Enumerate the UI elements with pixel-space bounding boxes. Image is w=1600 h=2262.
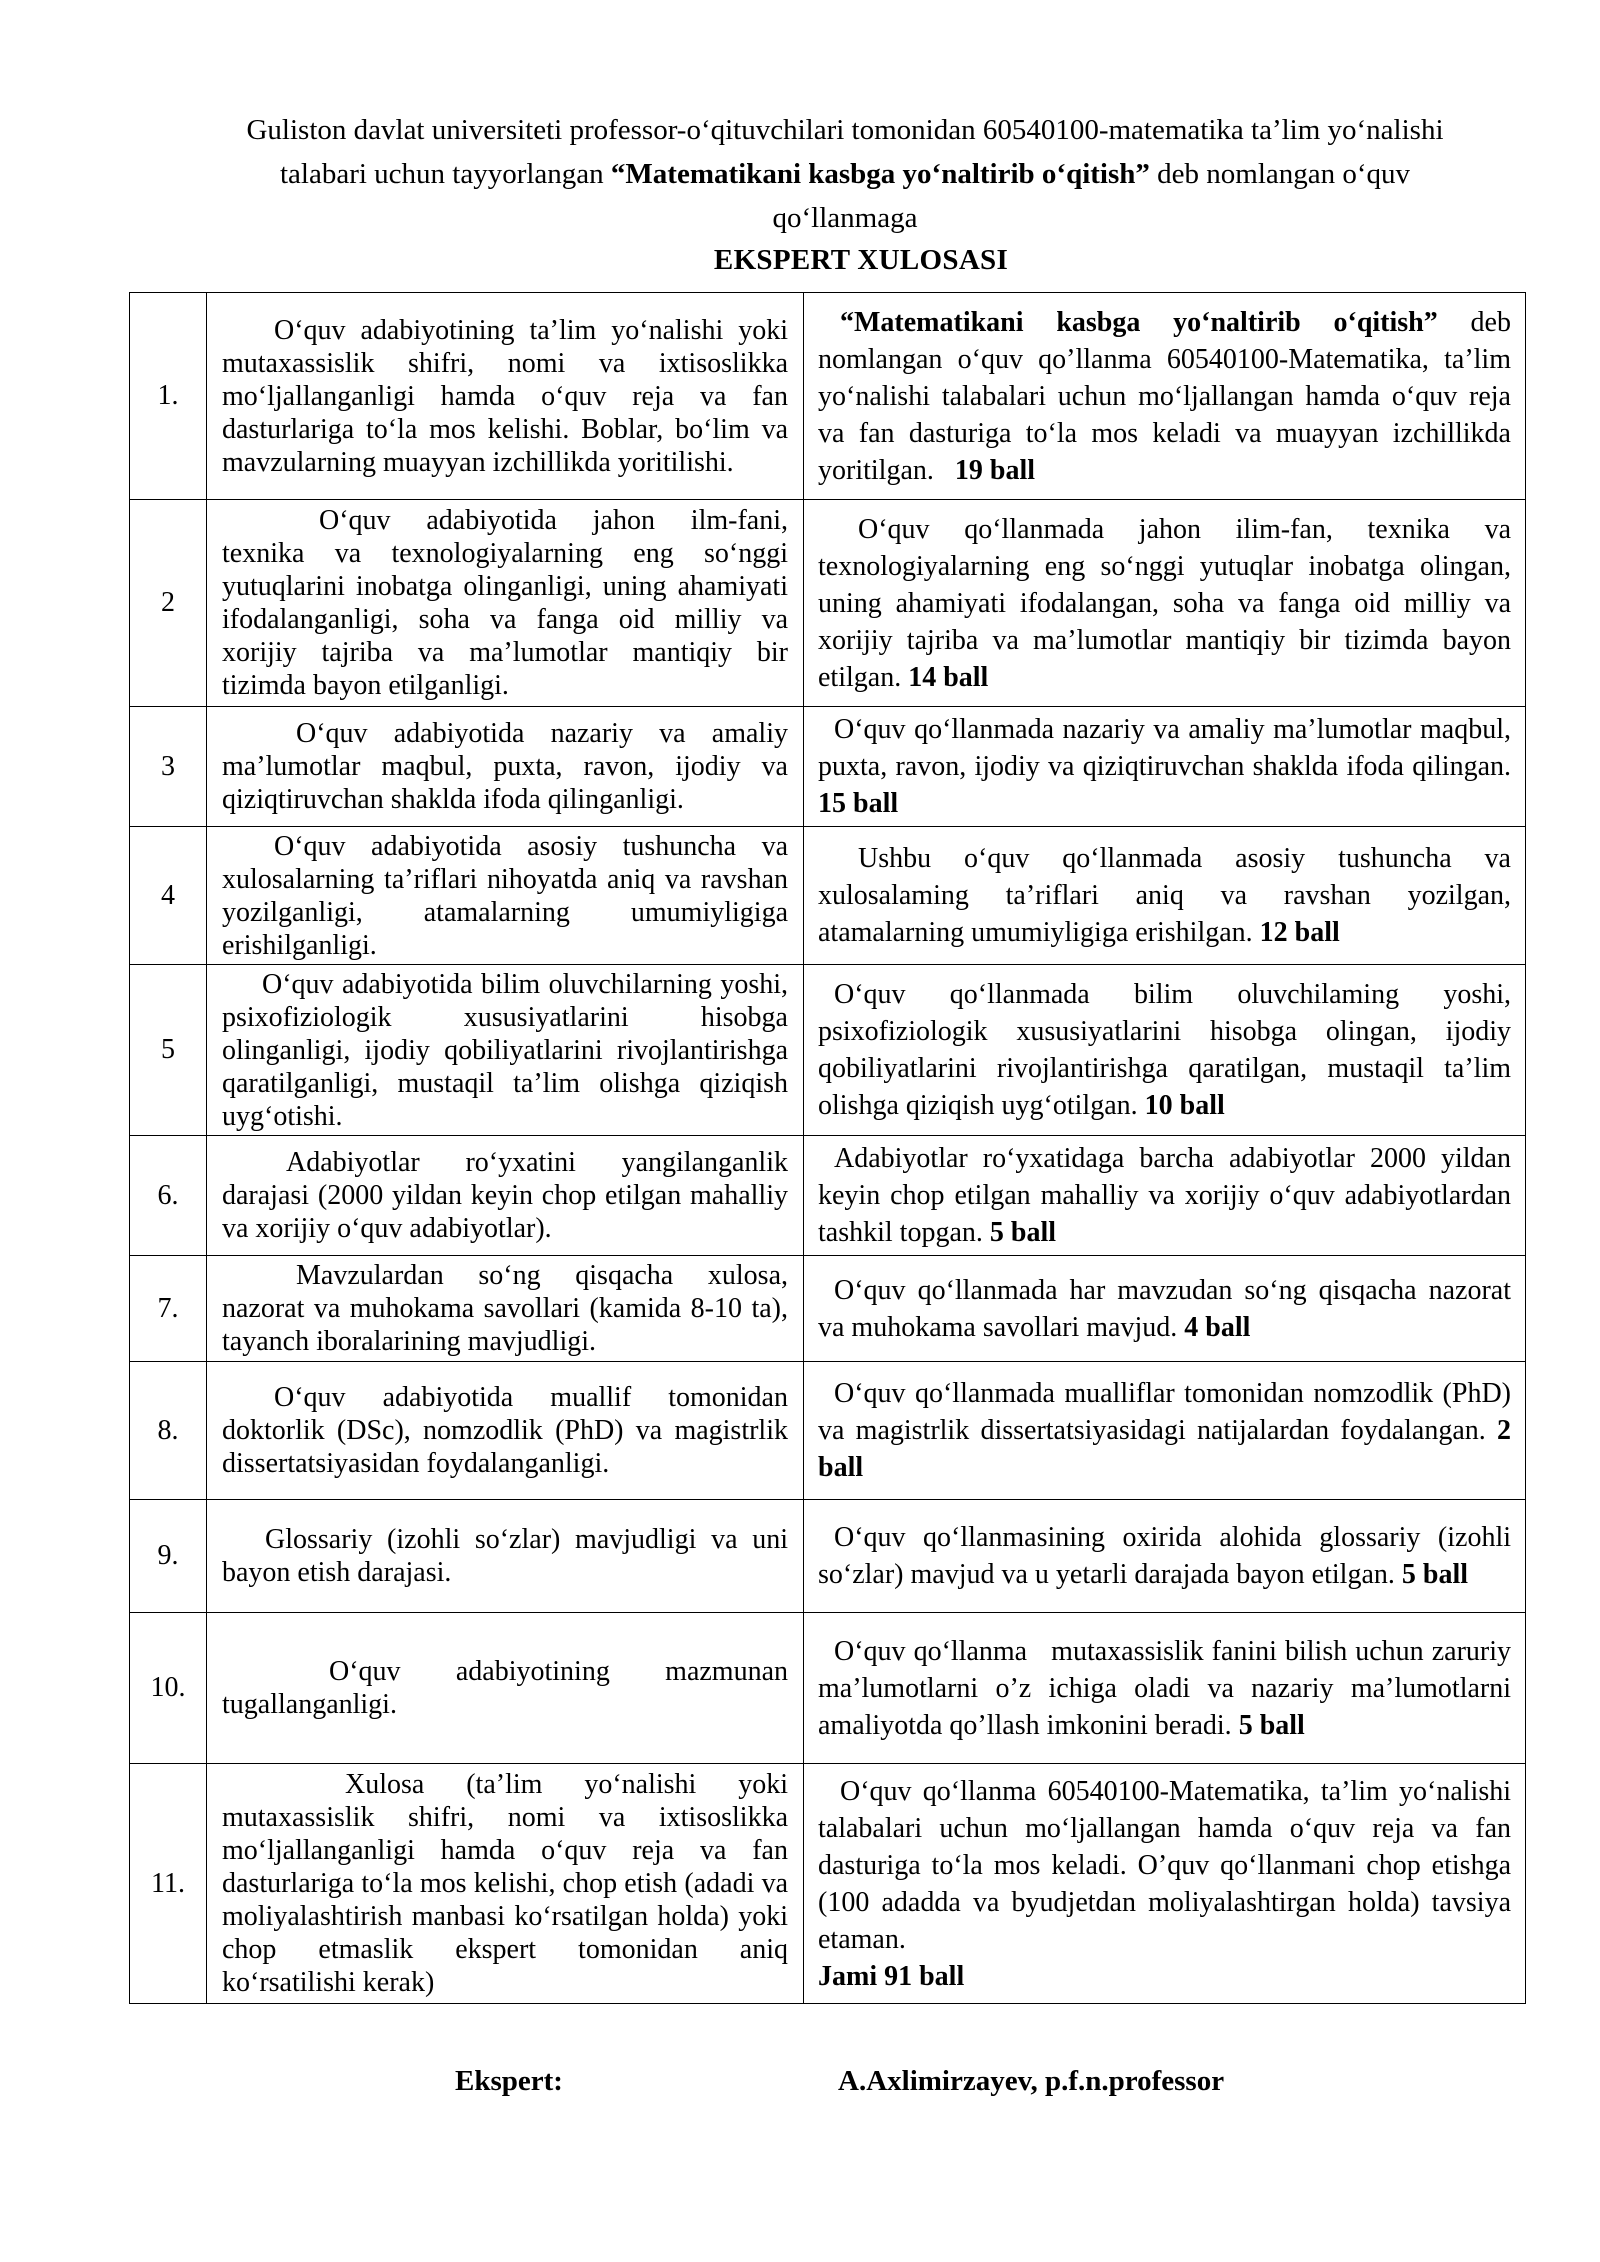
row-number: 10. bbox=[130, 1613, 207, 1764]
conclusion-cell bbox=[804, 1362, 1526, 1500]
conclusion-cell bbox=[804, 1613, 1526, 1764]
criterion-text: Adabiyotlar ro‘yxatini yangilanganlik darajasi (2000 yildan keyin chop etilgan mahalliy va xorijiy o‘quv adabiyotlar). bbox=[222, 1147, 788, 1244]
table-row bbox=[130, 1500, 1526, 1613]
table-row bbox=[130, 1256, 1526, 1362]
row-number: 5 bbox=[130, 965, 207, 1136]
criterion-text: O‘quv adabiyotida jahon ilm-fani, texnika va texnologiyalarning eng so‘nggi yutuqlarini inobatga olinganligi, uning ahamiyati ifodalanganligi, soha va fanga oid milliy va xorijiy tajriba va ma’lumotlar mantiqiy bir tizimda bayon etilganligi. bbox=[222, 505, 788, 701]
conclusion-text bbox=[818, 840, 1518, 951]
row-number: 1. bbox=[130, 293, 207, 500]
criterion-text: O‘quv adabiyotida bilim oluvchilarning yoshi, psixofiziologik xususiyatlarini hisobga olinganligi, ijodiy qobiliyatlarini rivojlantirishga qaratilganligi, mustaqil ta’lim olishga qiziqish uyg‘otishi. bbox=[222, 968, 788, 1132]
score-value: 5 ball bbox=[1238, 1709, 1305, 1741]
conclusion-body: Adabiyotlar ro‘yxatidaga barcha adabiyotlar 2000 yildan keyin chop etilgan mahalliy va xorijiy o‘quv adabiyotlardan tashkil topgan. bbox=[818, 1143, 1518, 1248]
document-title: EKSPERT XULOSASI bbox=[713, 244, 1009, 276]
conclusion-text bbox=[818, 511, 1518, 696]
table-row bbox=[130, 707, 1526, 827]
conclusion-text bbox=[818, 304, 1518, 489]
conclusion-body: O‘quv qo‘llanmasining oxirida alohida glossariy (izohli so‘zlar) mavjud va u yetarli darajada bayon etilgan. bbox=[818, 1522, 1518, 1590]
criterion-text: O‘quv adabiyotida asosiy tushuncha va xulosalarning ta’riflari nihoyatda aniq va ravshan yozilganligi, atamalarning umumiyligiga erishilganligi. bbox=[222, 830, 788, 961]
table-row bbox=[130, 293, 1526, 500]
score-value: 15 ball bbox=[818, 788, 899, 819]
expert-table bbox=[129, 292, 1526, 2004]
conclusion-text bbox=[818, 1773, 1518, 1995]
conclusion-bold-lead: “Matematikani kasbga yo‘naltirib o‘qitish” bbox=[840, 306, 1438, 338]
criterion-text: O‘quv adabiyotida nazariy va amaliy ma’lumotlar maqbul, puxta, ravon, ijodiy va qiziqtiruvchan shaklda ifoda qilinganligi. bbox=[222, 718, 788, 815]
criterion-cell bbox=[207, 1136, 804, 1256]
conclusion-cell bbox=[804, 1500, 1526, 1613]
conclusion-body: deb nomlangan o‘quv qo’llanma 60540100-Matematika, ta’lim yo‘nalishi talabalari uchun mo‘ljallangan hamda o‘quv reja va fan dasturiga to‘la mos keladi va muayyan izchillikda yoritilgan. bbox=[818, 306, 1518, 486]
criterion-cell bbox=[207, 1256, 804, 1362]
conclusion-cell bbox=[804, 500, 1526, 707]
intro-text-2: deb nomlangan o‘quv qo‘llanmaga bbox=[772, 158, 1411, 234]
table-row bbox=[130, 500, 1526, 707]
score-value: 2 ball bbox=[818, 1415, 1511, 1483]
score-value: 12 ball bbox=[1259, 917, 1340, 948]
score-value: 4 ball bbox=[1184, 1311, 1251, 1343]
criterion-cell bbox=[207, 707, 804, 827]
score-value: 5 ball bbox=[1401, 1559, 1469, 1590]
row-number: 9. bbox=[130, 1500, 207, 1613]
row-number: 11. bbox=[130, 1764, 207, 2004]
conclusion-body: O‘quv qo‘llanma mutaxassislik fanini bilish uchun zaruriy ma’lumotlarni o’z ichiga oladi va nazariy ma’lumotlarni amaliyotda qo’llash imkonini beradi. bbox=[818, 1635, 1518, 1741]
criterion-cell bbox=[207, 1362, 804, 1500]
table-row bbox=[130, 1613, 1526, 1764]
criterion-text: Glossariy (izohli so‘zlar) mavjudligi va uni bayon etish darajasi. bbox=[222, 1524, 788, 1588]
criterion-cell bbox=[207, 965, 804, 1136]
conclusion-body: O‘quv qo‘llanma 60540100-Matematika, ta’lim yo‘nalishi talabalari uchun mo‘ljallangan hamda o‘quv reja va fan dasturiga to‘la mos keladi. O’quv qo‘llanmani chop etishga (100 adadda va byudjetdan moliyalashtirgan holda) tavsiya etaman. bbox=[818, 1775, 1518, 1955]
row-number: 4 bbox=[130, 827, 207, 965]
score-value: 14 ball bbox=[908, 661, 989, 693]
row-number: 8. bbox=[130, 1362, 207, 1500]
criterion-text: Xulosa (ta’lim yo‘nalishi yoki mutaxassislik shifri, nomi va ixtisoslikka mo‘ljallanganligi hamda o‘quv reja va fan dasturlariga to‘la mos kelishi, chop etish (adadi va moliyalashtirish manbasi ko‘rsatilgan holda) yoki chop etmaslik ekspert tomonidan aniq ko‘rsatilishi kerak) bbox=[222, 1769, 788, 1998]
row-number: 7. bbox=[130, 1256, 207, 1362]
score-value: Jami 91 ball bbox=[818, 1960, 965, 1992]
conclusion-body: O‘quv qo‘llanmada jahon ilim-fan, texnika va texnologiyalarning eng so‘nggi yutuqlar inobatga olingan, uning ahamiyati ifodalangan, soha va fanga oid milliy va xorijiy tajriba va ma’lumotlar mantiqiy bir tizimda bayon etilgan. bbox=[818, 513, 1518, 693]
criterion-cell bbox=[207, 1764, 804, 2004]
table-row bbox=[130, 1764, 1526, 2004]
table-row bbox=[130, 1362, 1526, 1500]
conclusion-cell bbox=[804, 707, 1526, 827]
table-row bbox=[130, 827, 1526, 965]
conclusion-text bbox=[818, 1519, 1518, 1593]
conclusion-cell bbox=[804, 1256, 1526, 1362]
conclusion-body: O‘quv qo‘llanmada mualliflar tomonidan nomzodlik (PhD) va magistrlik dissertatsiyasidagi natijalardan foydalangan. bbox=[818, 1378, 1518, 1446]
row-number: 2 bbox=[130, 500, 207, 707]
criterion-text: O‘quv adabiyotida muallif tomonidan doktorlik (DSc), nomzodlik (PhD) va magistrlik dissertatsiyasidan foydalanganligi. bbox=[222, 1382, 788, 1479]
conclusion-cell bbox=[804, 293, 1526, 500]
score-value: 5 ball bbox=[989, 1217, 1057, 1248]
criterion-cell bbox=[207, 1613, 804, 1764]
row-number: 6. bbox=[130, 1136, 207, 1256]
conclusion-cell bbox=[804, 827, 1526, 965]
criterion-cell bbox=[207, 500, 804, 707]
conclusion-text bbox=[818, 1375, 1518, 1486]
intro-paragraph bbox=[240, 108, 1450, 240]
conclusion-text bbox=[818, 1140, 1518, 1251]
criterion-cell bbox=[207, 1500, 804, 1613]
conclusion-text bbox=[818, 1633, 1518, 1744]
intro-book-title: “Matematikani kasbga yo‘naltirib o‘qitish” bbox=[610, 158, 1150, 190]
table-row bbox=[130, 965, 1526, 1136]
expert-table-body bbox=[130, 293, 1526, 2004]
criterion-text: Mavzulardan so‘ng qisqacha xulosa, nazorat va muhokama savollari (kamida 8-10 ta), tayanch iboralarining mavjudligi. bbox=[222, 1260, 788, 1357]
criterion-cell bbox=[207, 827, 804, 965]
score-value: 10 ball bbox=[1144, 1090, 1225, 1121]
criterion-cell bbox=[207, 293, 804, 500]
conclusion-body: Ushbu o‘quv qo‘llanmada asosiy tushuncha va xulosalaming ta’riflari aniq va ravshan yozilgan, atamalarning umumiyligiga erishilgan. bbox=[818, 843, 1518, 948]
expert-name: A.Axlimirzayev, p.f.n.professor bbox=[838, 2065, 1225, 2097]
conclusion-text bbox=[818, 1272, 1518, 1346]
conclusion-cell bbox=[804, 1764, 1526, 2004]
conclusion-body: O‘quv qo‘llanmada nazariy va amaliy ma’lumotlar maqbul, puxta, ravon, ijodiy va qiziqtiruvchan shaklda ifoda qilingan. bbox=[818, 714, 1518, 782]
conclusion-cell bbox=[804, 965, 1526, 1136]
conclusion-body: O‘quv qo‘llanmada har mavzudan so‘ng qisqacha nazorat va muhokama savollari mavjud. bbox=[818, 1274, 1518, 1343]
conclusion-body: O‘quv qo‘llanmada bilim oluvchilaming yoshi, psixofiziologik xususiyatlarini hisobga olingan, ijodiy qobiliyatlarini rivojlantirishga qaratilgan, mustaqil ta’lim olishga qiziqish uyg‘otilgan. bbox=[818, 979, 1518, 1121]
expert-label: Ekspert: bbox=[455, 2065, 563, 2097]
criterion-text: O‘quv adabiyotining mazmunan tugallanganligi. bbox=[222, 1656, 788, 1720]
conclusion-text bbox=[818, 711, 1518, 822]
intro-text-1: Guliston davlat universiteti professor-o‘qituvchilari tomonidan 60540100-matematika ta’lim yo‘nalishi talabari uchun tayyorlangan bbox=[246, 114, 1444, 190]
conclusion-text bbox=[818, 976, 1518, 1124]
criterion-text: O‘quv adabiyotining ta’lim yo‘nalishi yoki mutaxassislik shifri, nomi va ixtisoslikka mo‘ljallanganligi hamda o‘quv reja va fan dasturlariga to‘la mos kelishi. Boblar, bo‘lim va mavzularning muayyan izchillikda yoritilishi. bbox=[222, 314, 788, 478]
table-row bbox=[130, 1136, 1526, 1256]
score-value: 19 ball bbox=[954, 454, 1036, 486]
conclusion-cell bbox=[804, 1136, 1526, 1256]
row-number: 3 bbox=[130, 707, 207, 827]
